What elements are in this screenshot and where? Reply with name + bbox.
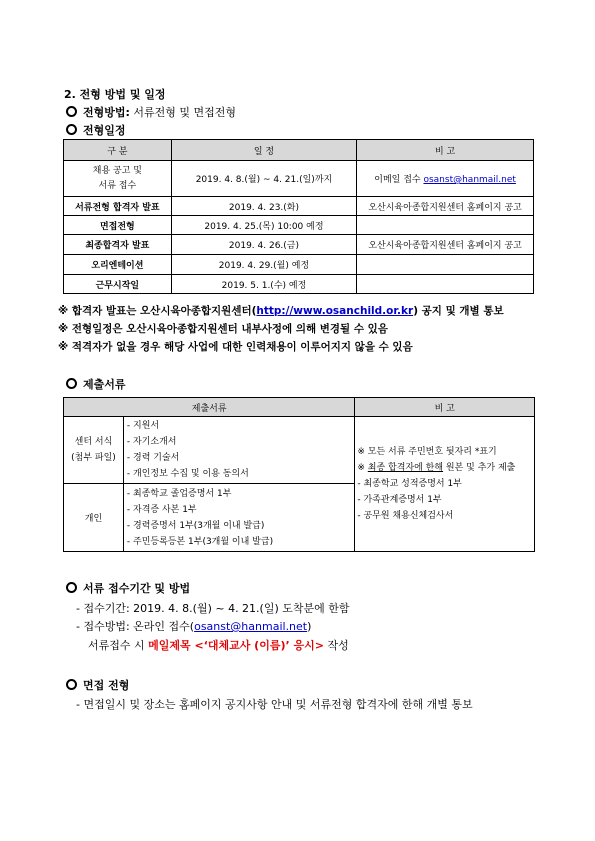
table-row	[64, 235, 534, 255]
group-items: - 최종학교 졸업증명서 1부 - 자격증 사본 1부 - 경력증명서 1부(3개월 이내 발급) - 주민등록등본 1부(3개월 이내 발급)	[123, 484, 354, 552]
note-2: ※ 전형일정은 오산시육아종합지원센터 내부사정에 의해 변경될 수 있음	[58, 323, 388, 335]
submission-subject: 서류접수 시 메일제목 <‘대체교사 (이름)’ 응시> 작성	[88, 639, 349, 652]
table-row	[64, 216, 534, 235]
table-cell: 최종합격자 발표	[64, 235, 172, 255]
homepage-link[interactable]: http://www.osanchild.or.kr	[256, 305, 414, 317]
method-label: 전형방법:	[83, 106, 130, 119]
col-header: 일 정	[171, 140, 357, 161]
table-cell: 서류전형 합격자 발표	[64, 197, 172, 216]
table-cell: 2019. 4. 26.(금)	[171, 235, 357, 255]
submission-heading: 서류 접수기간 및 방법	[66, 580, 190, 596]
circle-bullet-icon	[66, 378, 77, 389]
docs-heading: 제출서류	[66, 376, 126, 392]
email-link[interactable]: osanst@hanmail.net	[194, 620, 308, 633]
table-cell: 오산시육아종합지원센터 홈페이지 공고	[357, 235, 534, 255]
table-cell: 2019. 4. 23.(화)	[171, 197, 357, 216]
table-cell: 근무시작일	[64, 275, 172, 294]
table-cell	[357, 275, 534, 294]
table-row	[64, 255, 534, 275]
documents-table	[63, 397, 535, 552]
table-cell: 2019. 5. 1.(수) 예정	[171, 275, 357, 294]
group-label: 개인	[64, 484, 124, 552]
note-1: ※ 합격자 발표는 오산시육아종합지원센터(http://www.osanchild.or.kr) 공지 및 개별 통보	[58, 305, 504, 317]
table-row	[64, 275, 534, 294]
table-cell: 채용 공고 및 서류 접수	[64, 161, 172, 197]
schedule-heading: 전형일정	[66, 122, 126, 138]
interview-text: - 면접일시 및 장소는 홈페이지 공지사항 안내 및 서류전형 합격자에 한해 개별 통보	[76, 698, 473, 711]
table-cell: 2019. 4. 29.(월) 예정	[171, 255, 357, 275]
col-header: 비 고	[355, 398, 535, 417]
table-cell: 2019. 4. 8.(월) ~ 4. 21.(일)까지	[171, 161, 357, 197]
table-cell: 오리엔테이션	[64, 255, 172, 275]
note-3: ※ 적격자가 없을 경우 해당 사업에 대한 인력채용이 이루어지지 않을 수 있음	[58, 341, 413, 353]
table-cell: 2019. 4. 25.(목) 10:00 예정	[171, 216, 357, 235]
table-cell	[357, 216, 534, 235]
method-line	[66, 104, 236, 120]
section-title: 2. 전형 방법 및 일정	[64, 88, 166, 101]
method-value: 서류전형 및 면접전형	[133, 106, 237, 119]
table-cell: 오산시육아종합지원센터 홈페이지 공고	[357, 197, 534, 216]
submission-method: - 접수방법: 온라인 접수(osanst@hanmail.net)	[76, 620, 312, 633]
table-cell: 이메일 접수 osanst@hanmail.net	[357, 161, 534, 197]
remarks-cell: ※ 모든 서류 주민번호 뒷자리 *표기 ※ 최종 합격자에 한해 원본 및 추가 제출 - 최종학교 성적증명서 1부 - 가족관계증명서 1부 - 공무원 채용신체검사서	[355, 417, 535, 552]
table-cell: 면접전형	[64, 216, 172, 235]
interview-heading: 면접 전형	[66, 677, 129, 693]
table-row	[64, 417, 535, 484]
col-header: 구 분	[64, 140, 172, 161]
table-cell	[357, 255, 534, 275]
circle-bullet-icon	[66, 679, 77, 690]
col-header: 비 고	[357, 140, 534, 161]
circle-bullet-icon	[66, 582, 77, 593]
circle-bullet-icon	[66, 124, 77, 135]
schedule-table	[63, 139, 534, 294]
group-label: 센터 서식 (첨부 파일)	[64, 417, 124, 484]
submission-period: - 접수기간: 2019. 4. 8.(월) ~ 4. 21.(일) 도착분에 한함	[76, 602, 350, 615]
email-link[interactable]: osanst@hanmail.net	[423, 175, 516, 185]
col-header: 제출서류	[64, 398, 355, 417]
table-row	[64, 161, 534, 197]
circle-bullet-icon	[66, 106, 77, 117]
table-row	[64, 197, 534, 216]
group-items: - 지원서 - 자기소개서 - 경력 기술서 - 개인정보 수집 및 이용 동의서	[123, 417, 354, 484]
